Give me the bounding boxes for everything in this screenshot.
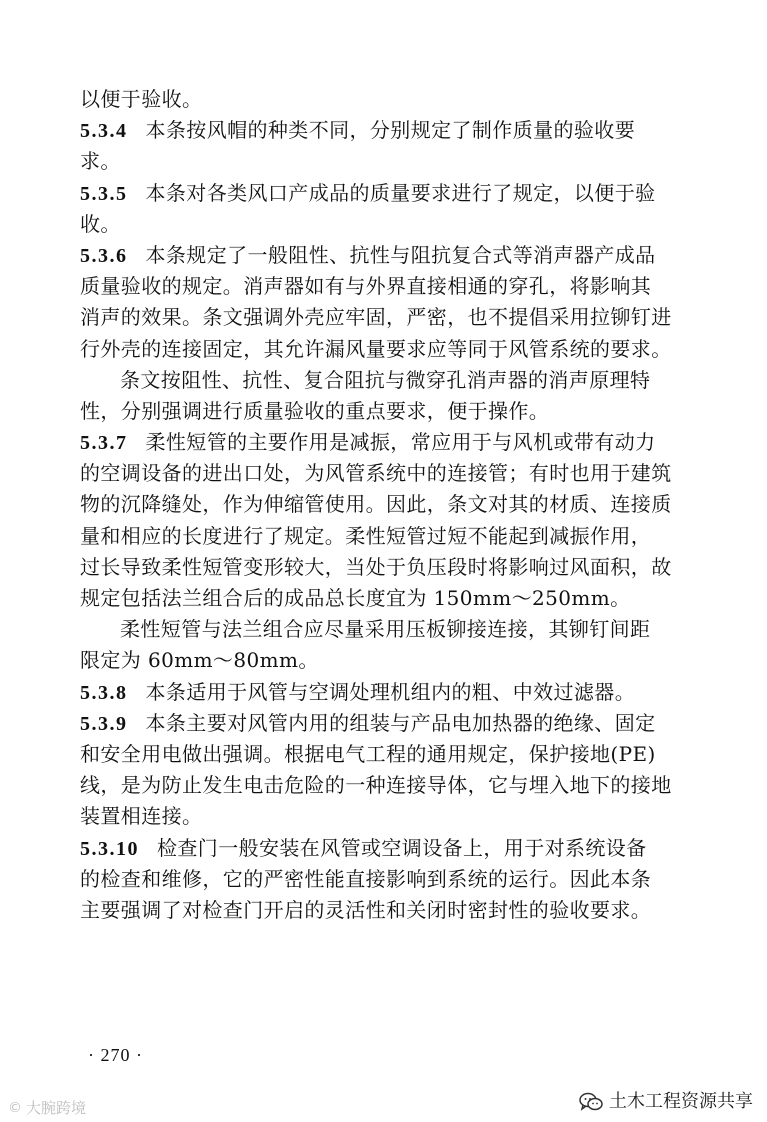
text-line: 求。 [80, 149, 121, 174]
clause-number: 5.3.10 [80, 837, 139, 860]
copyright-icon: © [8, 1100, 22, 1116]
clause-5-3-6: 5.3.6 本条规定了一般阻性、抗性与阻抗复合式等消声器产成品 [80, 242, 656, 267]
text-line: 消声的效果。条文强调外壳应牢固，严密，也不提倡采用拉铆钉进 [80, 305, 672, 330]
clause-number: 5.3.6 [80, 244, 128, 267]
text-line: 以便于验收。 [80, 87, 203, 111]
clause-5-3-5: 5.3.5 本条对各类风口产成品的质量要求进行了规定，以便于验 [80, 180, 656, 205]
text-line: 收。 [80, 211, 121, 236]
text-line: 的检查和维修，它的严密性能直接影响到系统的运行。因此本条 [80, 866, 652, 891]
paragraph-line-indented: 柔性短管与法兰组合应尽量采用压板铆接连接，其铆钉间距 [120, 617, 651, 642]
text-line: 的空调设备的进出口处，为风管系统中的连接管；有时也用于建筑 [80, 461, 672, 486]
text-line: 过长导致柔性短管变形较大，当处于负压段时将影响过风面积，故 [80, 554, 672, 579]
clause-number: 5.3.7 [80, 432, 128, 455]
clause-number: 5.3.8 [80, 681, 128, 704]
body-text [80, 84, 700, 926]
text-line: 限定为 60mm～80mm。 [80, 648, 319, 673]
text-line: 主要强调了对检查门开启的灵活性和关闭时密封性的验收要求。 [80, 897, 652, 922]
clause-5-3-4: 5.3.4 本条按风帽的种类不同，分别规定了制作质量的验收要 [80, 118, 636, 143]
page-number: · 270 · [88, 1045, 143, 1065]
wechat-icon [579, 1092, 603, 1112]
clause-number: 5.3.9 [80, 712, 128, 735]
clause-number: 5.3.5 [80, 182, 128, 205]
clause-number: 5.3.4 [80, 120, 128, 143]
wechat-watermark [579, 1090, 753, 1114]
text-line: 量和相应的长度进行了规定。柔性短管过短不能起到减振作用， [80, 523, 652, 548]
text-line: 装置相连接。 [80, 804, 203, 829]
paragraph-line-indented: 条文按阻性、抗性、复合阻抗与微穿孔消声器的消声原理特 [120, 367, 651, 392]
text-line: 物的沉降缝处，作为伸缩管使用。因此，条文对其的材质、连接质 [80, 492, 672, 517]
watermark-right-text: 土木工程资源共享 [609, 1091, 753, 1112]
clause-5-3-9: 5.3.9 本条主要对风管内用的组装与产品电加热器的绝缘、固定 [80, 710, 656, 735]
text-line: 和安全用电做出强调。根据电气工程的通用规定，保护接地(PE) [80, 741, 656, 766]
text-line: 规定包括法兰组合后的成品总长度宜为 150mm～250mm。 [80, 586, 631, 610]
text-line: 行外壳的连接固定，其允许漏风量要求应等同于风管系统的要求。 [80, 336, 672, 361]
clause-5-3-8: 5.3.8 本条适用于风管与空调处理机组内的粗、中效过滤器。 [80, 679, 636, 704]
corner-watermark [8, 1098, 86, 1118]
text-line: 线，是为防止发生电击危险的一种连接导体，它与埋入地下的接地 [80, 773, 672, 798]
clause-5-3-10: 5.3.10 检查门一般安装在风管或空调设备上，用于对系统设备 [80, 835, 647, 860]
text-line: 质量验收的规定。消声器如有与外界直接相通的穿孔，将影响其 [80, 274, 652, 299]
watermark-left-text: 大腕跨境 [26, 1099, 87, 1117]
clause-5-3-7: 5.3.7 柔性短管的主要作用是减振，常应用于与风机或带有动力 [80, 430, 656, 455]
text-line: 性，分别强调进行质量验收的重点要求，便于操作。 [80, 398, 550, 423]
